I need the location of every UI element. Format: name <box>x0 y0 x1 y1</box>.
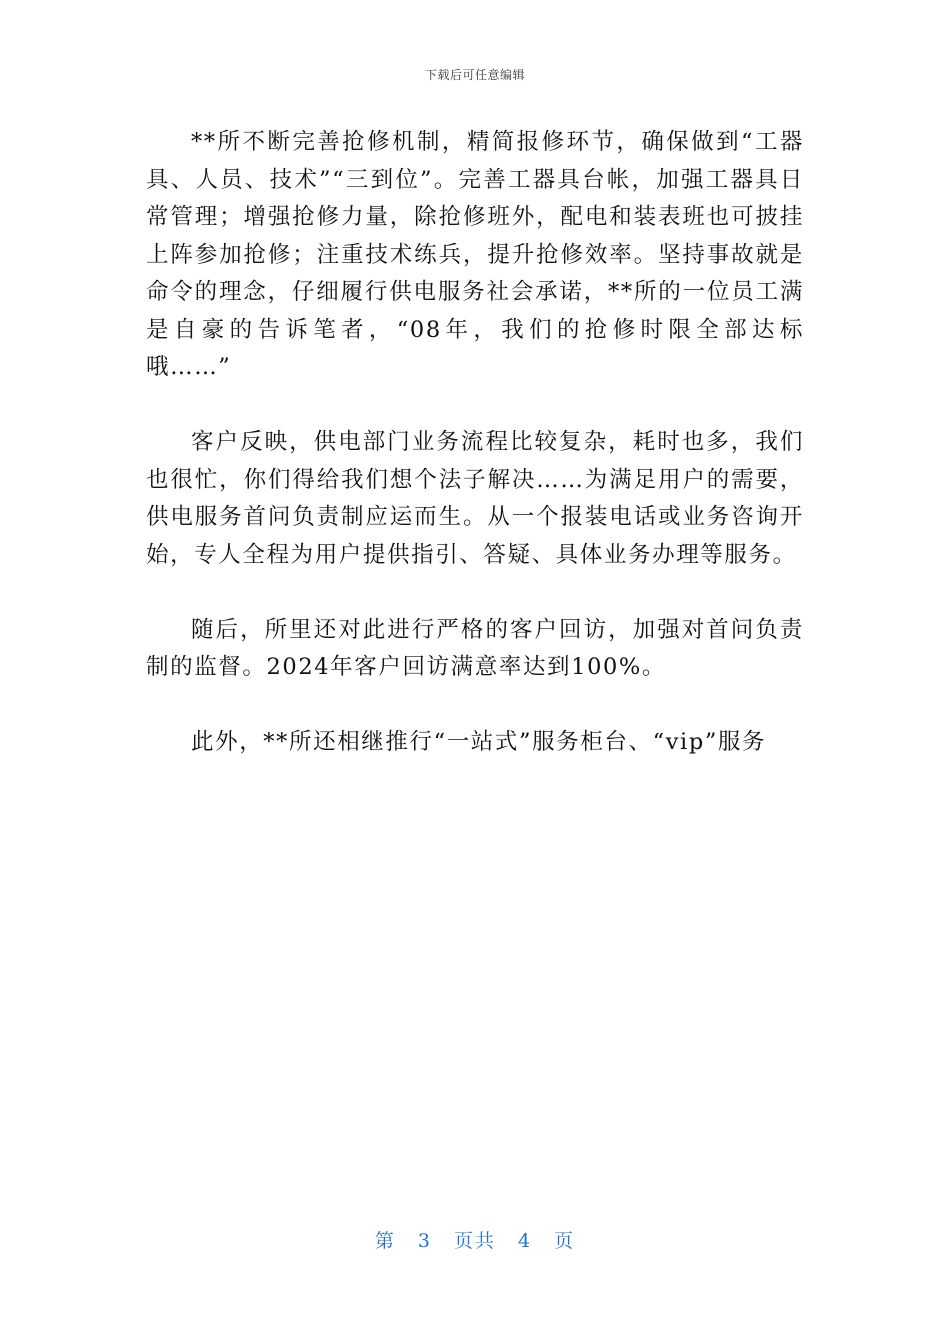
paragraph-1: **所不断完善抢修机制，精简报修环节，确保做到“工器具、人员、技术”“三到位”。完善工器具台帐，加强工器具日常管理；增强抢修力量，除抢修班外，配电和装表班也可披挂上阵参加抢修；注重技术练兵，提升抢修效率。坚持事故就是命令的理念，仔细履行供电服务社会承诺，**所的一位员工满是自豪的告诉笔者，“08年，我们的抢修时限全部达标哦……” <box>146 129 804 380</box>
page-header-note: 下载后可任意编辑 <box>424 68 525 82</box>
footer-middle: 页共 <box>453 1230 496 1252</box>
footer-prefix: 第 <box>374 1230 396 1252</box>
page-footer <box>0 1226 950 1253</box>
paragraph-spacer <box>146 574 804 612</box>
footer-current-page: 3 <box>417 1230 432 1252</box>
footer-total-pages: 4 <box>518 1230 533 1252</box>
paragraph-2: 客户反映，供电部门业务流程比较复杂，耗时也多，我们也很忙，你们得给我们想个法子解决……为满足用户的需要，供电服务首问负责制应运而生。从一个报装电话或业务咨询开始，专人全程为用户提供指引、答疑、具体业务办理等服务。 <box>146 429 804 568</box>
paragraph-spacer <box>146 387 804 425</box>
footer-suffix: 页 <box>554 1230 576 1252</box>
paragraph-spacer <box>146 687 804 725</box>
paragraph-3: 随后，所里还对此进行严格的客户回访，加强对首问负责制的监督。2024年客户回访满意率达到100%。 <box>146 616 804 680</box>
paragraph-4: 此外，**所还相继推行“一站式”服务柜台、“vip”服务 <box>191 729 767 755</box>
document-body <box>146 124 804 762</box>
